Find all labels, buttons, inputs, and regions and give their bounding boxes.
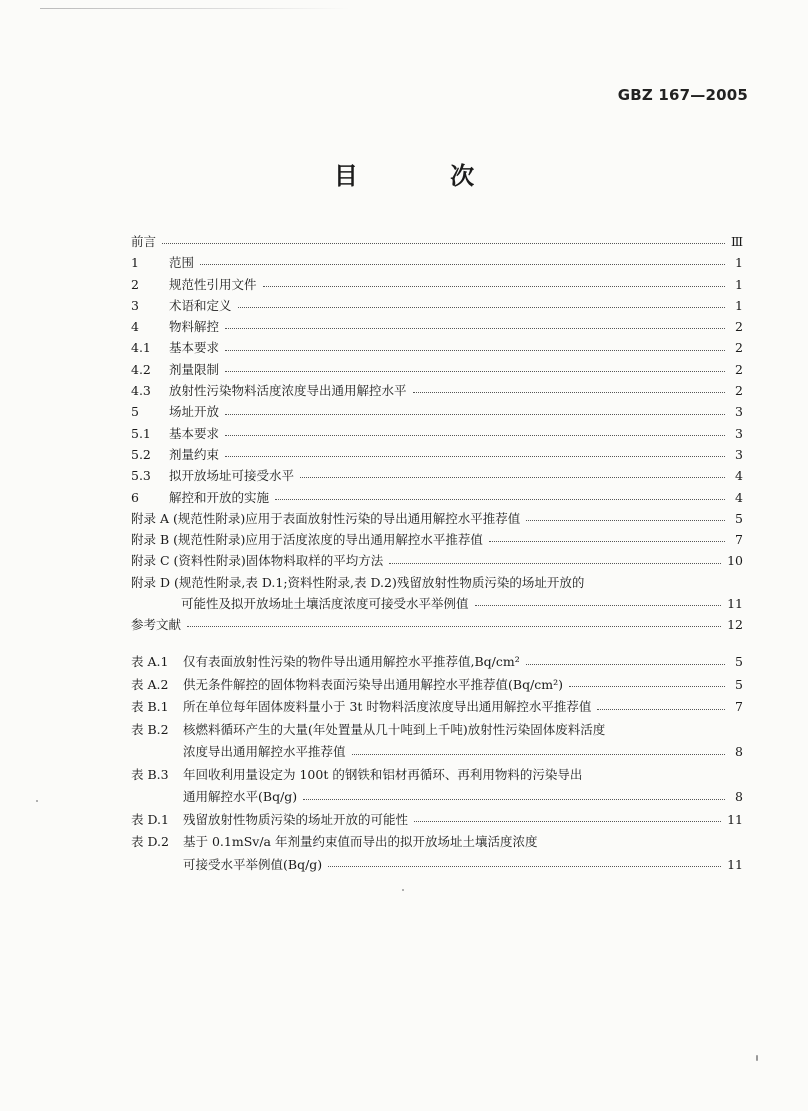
standard-code: GBZ 167—2005 bbox=[617, 86, 748, 104]
toc-entry[interactable] bbox=[131, 809, 743, 832]
scan-speck bbox=[402, 889, 404, 891]
toc-entry-page: 4 bbox=[735, 489, 743, 505]
toc-entry-number: 5 bbox=[131, 404, 139, 420]
toc-entry-number: 4.3 bbox=[131, 383, 151, 399]
toc-entry-page: 3 bbox=[735, 404, 743, 420]
dot-leader bbox=[526, 664, 725, 665]
toc-entry-number: 表 A.2 bbox=[131, 676, 169, 692]
dot-leader bbox=[263, 286, 725, 287]
toc-entry-label: 基本要求 bbox=[169, 425, 220, 441]
toc-entry[interactable] bbox=[131, 274, 743, 295]
toc-entry-label: 拟开放场址可接受水平 bbox=[169, 468, 295, 484]
toc-entry[interactable] bbox=[131, 423, 743, 444]
toc-entry-page: 2 bbox=[735, 319, 743, 335]
toc-entry-number: 1 bbox=[131, 255, 139, 271]
toc-entry-page: 7 bbox=[735, 532, 743, 548]
toc-entry[interactable] bbox=[131, 674, 743, 697]
toc-entry-number: 4.1 bbox=[131, 340, 151, 356]
toc-entry-number: 5.1 bbox=[131, 425, 151, 441]
toc-entry-label: 物料解控 bbox=[169, 319, 220, 335]
toc-entry[interactable] bbox=[131, 465, 743, 486]
dot-leader bbox=[200, 264, 725, 265]
toc-entry-label: 前言 bbox=[131, 234, 157, 249]
toc-entry-label: 解控和开放的实施 bbox=[169, 489, 270, 505]
toc-entry-page: 5 bbox=[735, 510, 743, 526]
toc-entry-label: 场址开放 bbox=[169, 404, 220, 420]
dot-leader bbox=[162, 243, 725, 244]
toc-entry[interactable] bbox=[131, 741, 743, 764]
scan-speck bbox=[36, 800, 38, 802]
toc-entry[interactable] bbox=[131, 401, 743, 422]
dot-leader bbox=[569, 686, 725, 687]
toc-entry-number: 表 B.2 bbox=[131, 721, 169, 737]
toc-entry-label: 剂量约束 bbox=[169, 446, 220, 462]
toc-entry-page: 12 bbox=[727, 617, 743, 633]
toc-entry[interactable] bbox=[131, 614, 743, 635]
toc-entry-label: 参考文献 bbox=[131, 617, 182, 633]
dot-leader bbox=[187, 626, 721, 627]
toc-entry-label: 基于 0.1mSv/a 年剂量约束值而导出的拟开放场址土壤活度浓度 bbox=[183, 834, 538, 849]
toc-entry-page: 2 bbox=[735, 361, 743, 377]
toc-entry[interactable] bbox=[131, 696, 743, 719]
toc-entry-page: Ⅲ bbox=[730, 234, 743, 249]
toc-entry-number: 5.3 bbox=[131, 468, 151, 484]
scan-artifact-line bbox=[40, 8, 350, 9]
toc-entry[interactable] bbox=[131, 764, 743, 787]
dot-leader bbox=[526, 520, 725, 521]
toc-entry-page: 5 bbox=[735, 654, 743, 669]
toc-entry[interactable] bbox=[131, 316, 743, 337]
toc-entry-page: 11 bbox=[727, 596, 743, 612]
dot-leader bbox=[225, 371, 725, 372]
dot-leader bbox=[475, 605, 722, 606]
toc-entry-page: 7 bbox=[735, 699, 743, 714]
dot-leader bbox=[225, 350, 725, 351]
toc-entry[interactable] bbox=[131, 719, 743, 742]
toc-entry[interactable] bbox=[131, 786, 743, 809]
toc-entry-page: 4 bbox=[735, 468, 743, 484]
toc-entry-number: 附录 B bbox=[131, 532, 170, 548]
toc-entry-label: 剂量限制 bbox=[169, 361, 220, 377]
page-title: 目 次 bbox=[333, 162, 517, 190]
toc-entry-page: 2 bbox=[735, 340, 743, 356]
toc-entry-number: 表 A.1 bbox=[131, 654, 169, 669]
dot-leader bbox=[300, 477, 725, 478]
dot-leader bbox=[489, 541, 725, 542]
toc-entry[interactable] bbox=[131, 487, 743, 508]
toc-entry-number: 附录 A bbox=[131, 510, 170, 526]
table-of-contents bbox=[131, 231, 743, 636]
toc-entry[interactable] bbox=[131, 854, 743, 877]
toc-entry-page: 5 bbox=[735, 676, 743, 692]
toc-entry-label: (资料性附录)固体物料取样的平均方法 bbox=[173, 553, 384, 569]
dot-leader bbox=[303, 799, 725, 800]
toc-entry[interactable] bbox=[131, 508, 743, 529]
toc-entry-page: 2 bbox=[735, 383, 743, 399]
toc-entry-page: 1 bbox=[735, 297, 743, 313]
toc-entry[interactable] bbox=[131, 651, 743, 674]
toc-entry-label: 年回收利用量设定为 100t 的钢铁和铝材再循环、再利用物料的污染导出 bbox=[183, 766, 583, 782]
toc-entry-number: 附录 D bbox=[131, 574, 170, 590]
toc-entry-number: 2 bbox=[131, 276, 139, 292]
toc-entry[interactable] bbox=[131, 444, 743, 465]
toc-entry[interactable] bbox=[131, 572, 743, 593]
toc-entry-label: 残留放射性物质污染的场址开放的可能性 bbox=[183, 811, 409, 827]
toc-entry[interactable] bbox=[131, 231, 743, 252]
toc-entry-label: 规范性引用文件 bbox=[169, 276, 257, 292]
dot-leader bbox=[225, 328, 725, 329]
toc-entry-number: 表 B.1 bbox=[131, 699, 169, 714]
toc-entry[interactable] bbox=[131, 380, 743, 401]
dot-leader bbox=[597, 709, 725, 710]
toc-entry[interactable] bbox=[131, 529, 743, 550]
toc-entry-number: 附录 C bbox=[131, 553, 170, 569]
toc-entry-page: 11 bbox=[727, 811, 743, 827]
dot-leader bbox=[328, 866, 721, 867]
toc-entry[interactable] bbox=[131, 831, 743, 854]
toc-entry-number: 3 bbox=[131, 297, 139, 313]
toc-entry-page: 3 bbox=[735, 446, 743, 462]
scan-speck bbox=[756, 1055, 758, 1061]
toc-entry-label: 放射性污染物料活度浓度导出通用解控水平 bbox=[169, 383, 407, 399]
toc-entry[interactable] bbox=[131, 252, 743, 273]
dot-leader bbox=[225, 456, 725, 457]
dot-leader bbox=[352, 754, 725, 755]
toc-entry-page: 10 bbox=[727, 553, 743, 569]
dot-leader bbox=[238, 307, 725, 308]
toc-entry-label: 所在单位每年固体废料量小于 3t 时物料活度浓度导出通用解控水平推荐值 bbox=[183, 699, 592, 714]
toc-entry-label: 范围 bbox=[169, 255, 195, 271]
dot-leader bbox=[389, 563, 721, 564]
toc-entry-number: 表 B.3 bbox=[131, 766, 169, 782]
toc-entry[interactable] bbox=[131, 337, 743, 358]
toc-entry-label: 浓度导出通用解控水平推荐值 bbox=[183, 744, 346, 759]
list-of-tables bbox=[131, 651, 743, 876]
toc-entry-label: 可能性及拟开放场址土壤活度浓度可接受水平举例值 bbox=[181, 596, 469, 612]
dot-leader bbox=[414, 821, 721, 822]
toc-entry-page: 1 bbox=[735, 255, 743, 271]
toc-entry-number: 表 D.1 bbox=[131, 811, 169, 827]
toc-entry[interactable] bbox=[131, 295, 743, 316]
toc-entry[interactable] bbox=[131, 593, 743, 614]
toc-entry-number: 4 bbox=[131, 319, 139, 335]
toc-entry-number: 4.2 bbox=[131, 361, 151, 377]
toc-entry-page: 11 bbox=[727, 856, 743, 872]
toc-entry[interactable] bbox=[131, 550, 743, 571]
toc-entry-label: 仅有表面放射性污染的物件导出通用解控水平推荐值,Bq/cm² bbox=[183, 654, 520, 669]
dot-leader bbox=[225, 435, 725, 436]
toc-entry-label: 供无条件解控的固体物料表面污染导出通用解控水平推荐值(Bq/cm²) bbox=[183, 676, 564, 692]
dot-leader bbox=[275, 499, 725, 500]
toc-entry-label: 可接受水平举例值(Bq/g) bbox=[183, 856, 323, 872]
dot-leader bbox=[413, 392, 725, 393]
toc-entry-label: (规范性附录,表 D.1;资料性附录,表 D.2)残留放射性物质污染的场址开放的 bbox=[174, 574, 585, 590]
toc-entry-label: 核燃料循环产生的大量(年处置量从几十吨到上千吨)放射性污染固体废料活度 bbox=[183, 721, 606, 737]
toc-entry-label: 基本要求 bbox=[169, 340, 220, 356]
toc-entry-label: 通用解控水平(Bq/g) bbox=[183, 789, 298, 804]
toc-entry-label: (规范性附录)应用于活度浓度的导出通用解控水平推荐值 bbox=[173, 532, 483, 548]
dot-leader bbox=[225, 414, 725, 415]
toc-entry-page: 8 bbox=[735, 789, 743, 804]
toc-entry-page: 3 bbox=[735, 425, 743, 441]
toc-entry-page: 1 bbox=[735, 276, 743, 292]
toc-entry-number: 6 bbox=[131, 489, 139, 505]
toc-entry-number: 表 D.2 bbox=[131, 834, 169, 849]
toc-entry-page: 8 bbox=[735, 744, 743, 759]
toc-entry-label: 术语和定义 bbox=[169, 297, 232, 313]
toc-entry-number: 5.2 bbox=[131, 446, 151, 462]
toc-entry-label: (规范性附录)应用于表面放射性污染的导出通用解控水平推荐值 bbox=[173, 510, 521, 526]
toc-entry[interactable] bbox=[131, 359, 743, 380]
